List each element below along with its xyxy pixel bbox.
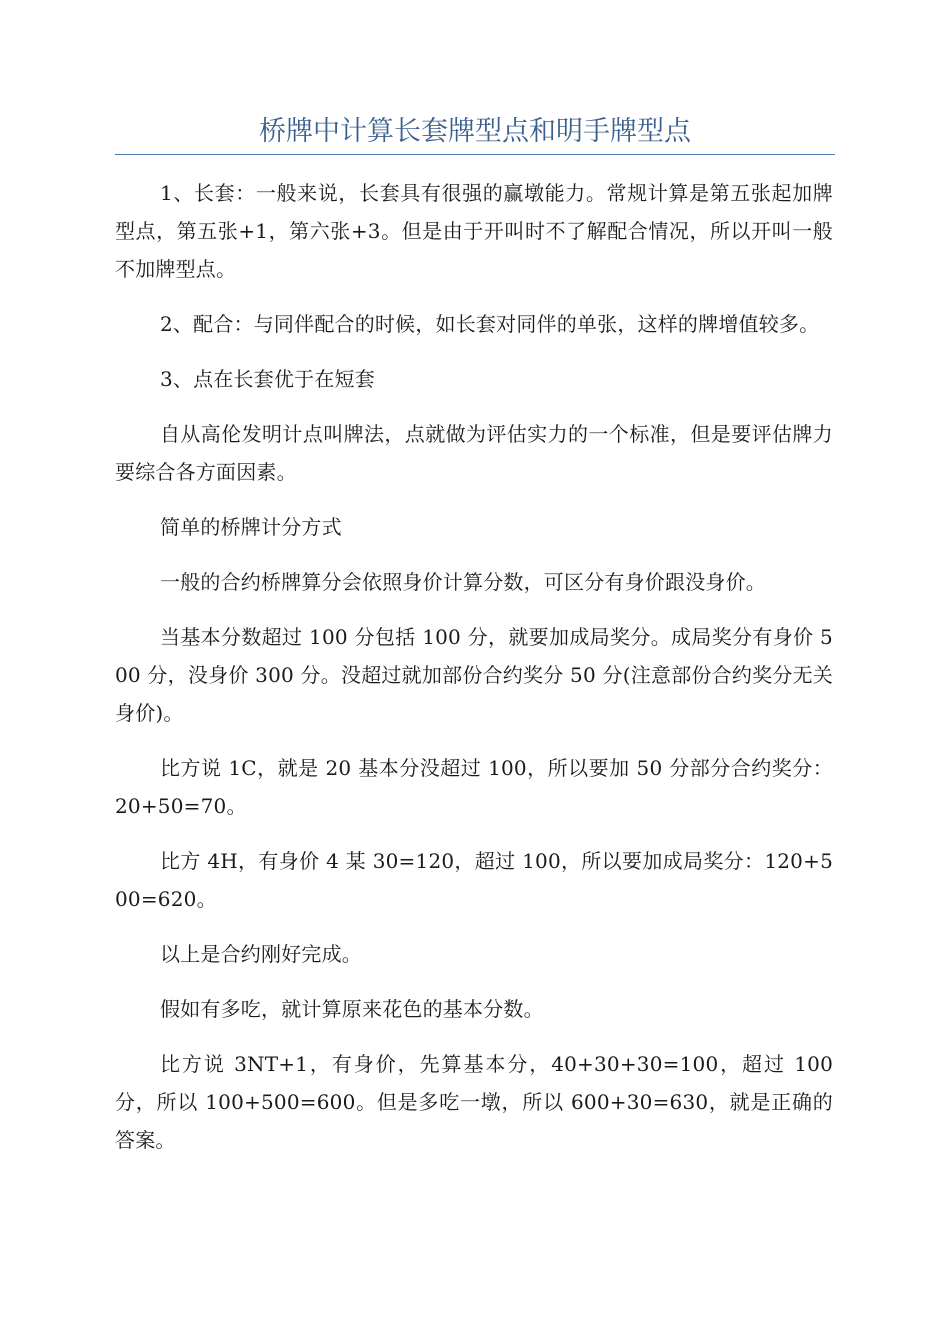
paragraph-fit: 2、配合：与同伴配合的时候，如长套对同伴的单张，这样的牌增值较多。 <box>160 312 820 336</box>
paragraph-scoring-heading: 简单的桥牌计分方式 <box>160 515 342 539</box>
paragraph-long-suit: 1、长套：一般来说，长套具有很强的赢墩能力。常规计算是第五张起加牌型点，第五张+1，第六张+3。但是由于开叫时不了解配合情况，所以开叫一般不加牌型点。 <box>115 181 833 281</box>
paragraph-vulnerability: 一般的合约桥牌算分会依照身价计算分数，可区分有身价跟没身价。 <box>160 570 766 594</box>
document-title: 桥牌中计算长套牌型点和明手牌型点 <box>259 116 691 147</box>
paragraph-game-bonus: 当基本分数超过 100 分包括 100 分，就要加成局奖分。成局奖分有身价 500 分，没身价 300 分。没超过就加部份合约奖分 50 分(注意部份合约奖分无关身价)。 <box>115 625 833 725</box>
paragraph-example-1c: 比方说 1C，就是 20 基本分没超过 100，所以要加 50 分部分合约奖分：20+50=70。 <box>115 756 833 818</box>
paragraph-contract-made: 以上是合约刚好完成。 <box>160 942 362 966</box>
paragraph-overtricks: 假如有多吃，就计算原来花色的基本分数。 <box>160 997 544 1021</box>
paragraph-example-4h: 比方 4H，有身价 4 某 30=120，超过 100，所以要加成局奖分：120+500=620。 <box>115 849 833 911</box>
document-body <box>115 174 833 1176</box>
paragraph-goren-point-count: 自从高伦发明计点叫牌法，点就做为评估实力的一个标准，但是要评估牌力要综合各方面因素。 <box>115 422 833 484</box>
paragraph-example-3nt: 比方说 3NT+1，有身价，先算基本分，40+30+30=100，超过 100 分，所以 100+500=600。但是多吃一墩，所以 600+30=630，就是正确的答案。 <box>115 1052 833 1152</box>
paragraph-points-long-suit: 3、点在长套优于在短套 <box>160 367 375 391</box>
title-underline <box>115 154 835 155</box>
